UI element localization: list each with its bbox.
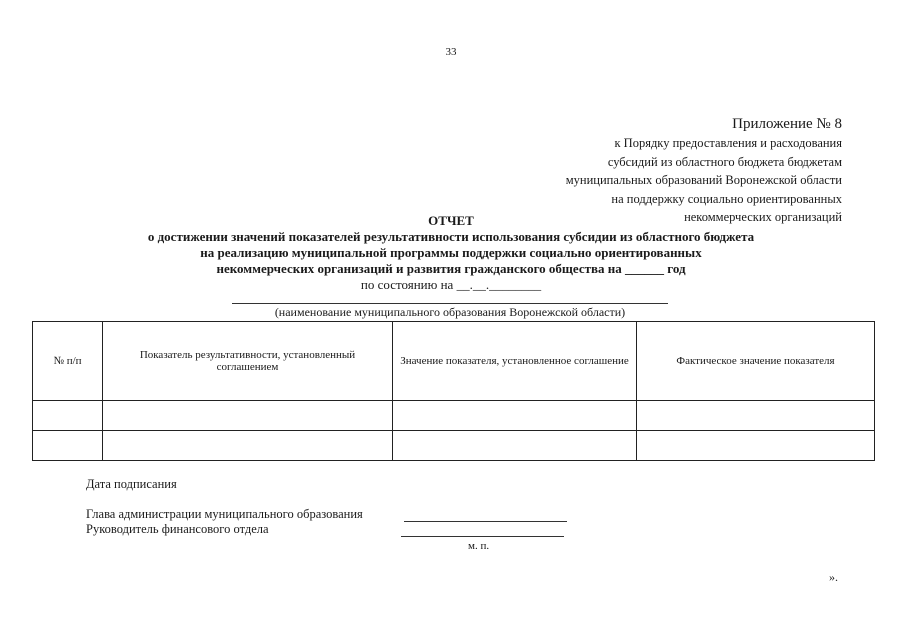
table-header-row (33, 322, 875, 401)
head-of-administration-label: Глава администрации муниципального образования (86, 507, 363, 521)
report-title-block (0, 213, 902, 293)
table-cell (103, 401, 393, 431)
appendix-line: на поддержку социально ориентированных (611, 191, 842, 206)
header-actual-value: Фактическое значение показателя (637, 322, 875, 401)
report-heading: ОТЧЕТ (428, 213, 474, 228)
head-signature-line (404, 521, 567, 522)
report-table (32, 321, 875, 461)
table-cell (393, 431, 637, 461)
table-cell (33, 431, 103, 461)
table-cell (637, 401, 875, 431)
report-as-of: по состоянию на __.__.________ (360, 277, 542, 292)
report-subtitle-line: на реализацию муниципальной программы поддержки социально ориентированных (200, 245, 702, 260)
appendix-line: субсидий из областного бюджета бюджетам (607, 154, 842, 169)
appendix-line: муниципальных образований Воронежской области (565, 173, 842, 187)
finance-signature-line (401, 536, 564, 537)
signatories-block (86, 507, 363, 537)
table-cell (103, 431, 393, 461)
appendix-block (566, 114, 842, 227)
closing-quote: ». (829, 570, 838, 584)
municipality-fill-line (232, 303, 668, 304)
municipality-caption: (наименование муниципального образования Воронежской области) (274, 305, 626, 319)
table-cell (393, 401, 637, 431)
appendix-line: к Порядку предоставления и расходования (614, 136, 842, 150)
table-row (33, 401, 875, 431)
table-cell (637, 431, 875, 461)
report-subtitle-line: некоммерческих организаций и развития гражданского общества на ______ год (216, 261, 686, 276)
table-cell (33, 401, 103, 431)
table-row (33, 431, 875, 461)
page-number: 33 (445, 46, 457, 58)
header-number: № п/п (33, 322, 103, 401)
finance-head-label: Руководитель финансового отдела (86, 522, 269, 536)
stamp-label: м. п. (468, 540, 490, 552)
header-indicator: Показатель результативности, установленный соглашением (103, 322, 393, 401)
appendix-line: некоммерческих организаций (684, 210, 842, 224)
appendix-title: Приложение № 8 (732, 116, 842, 132)
signing-date-label: Дата подписания (86, 477, 177, 491)
header-agreed-value: Значение показателя, установленное соглашение (393, 322, 637, 401)
report-subtitle-line: о достижении значений показателей результативности использования субсидии из областного бюджета (147, 229, 755, 244)
